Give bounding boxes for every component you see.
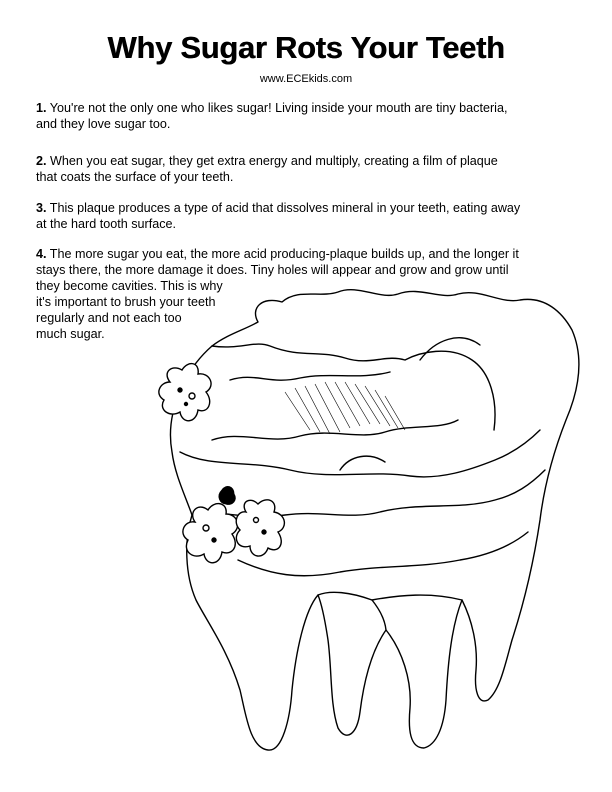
paragraph-text: regularly and not each too — [36, 311, 182, 325]
paragraph-text: The more sugar you eat, the more acid producing-plaque builds up, and the longer it — [49, 247, 519, 261]
paragraph-text: that coats the surface of your teeth. — [36, 170, 234, 184]
paragraph-text: much sugar. — [36, 327, 105, 341]
root-line — [372, 595, 462, 600]
paragraph-number: 1. — [36, 101, 47, 115]
bacteria-icon — [219, 487, 235, 505]
page-title: Why Sugar Rots Your Teeth — [107, 30, 505, 65]
paragraph-text: it's important to brush your teeth — [36, 295, 216, 309]
crown-ridge — [212, 344, 495, 430]
root-line — [318, 592, 386, 630]
paragraph-number: 3. — [36, 201, 47, 215]
bacteria-icon — [159, 364, 211, 421]
crown-ridge — [230, 372, 390, 380]
website-url: www.ECEkids.com — [259, 73, 353, 85]
crown-ridge — [340, 456, 385, 470]
crown-ridge — [420, 338, 480, 360]
bacteria-icon — [236, 500, 284, 556]
paragraph-text: and they love sugar too. — [36, 117, 171, 131]
paragraph-text: This plaque produces a type of acid that dissolves mineral in your teeth, eating away — [49, 201, 521, 215]
paragraph-text: they become cavities. This is why — [36, 279, 223, 293]
paragraph-text: You're not the only one who likes sugar! Living inside your mouth are tiny bacteria, — [49, 101, 508, 115]
paragraph-text: When you eat sugar, they get extra energy and multiply, creating a film of plaque — [50, 154, 498, 168]
paragraph-number: 2. — [36, 154, 47, 168]
paragraph-number: 4. — [36, 247, 47, 261]
paragraph-text: at the hard tooth surface. — [36, 217, 177, 231]
cavity-hatching — [285, 382, 405, 434]
paragraph-text: stays there, the more damage it does. Tiny holes will appear and grow and grow until — [36, 263, 509, 277]
